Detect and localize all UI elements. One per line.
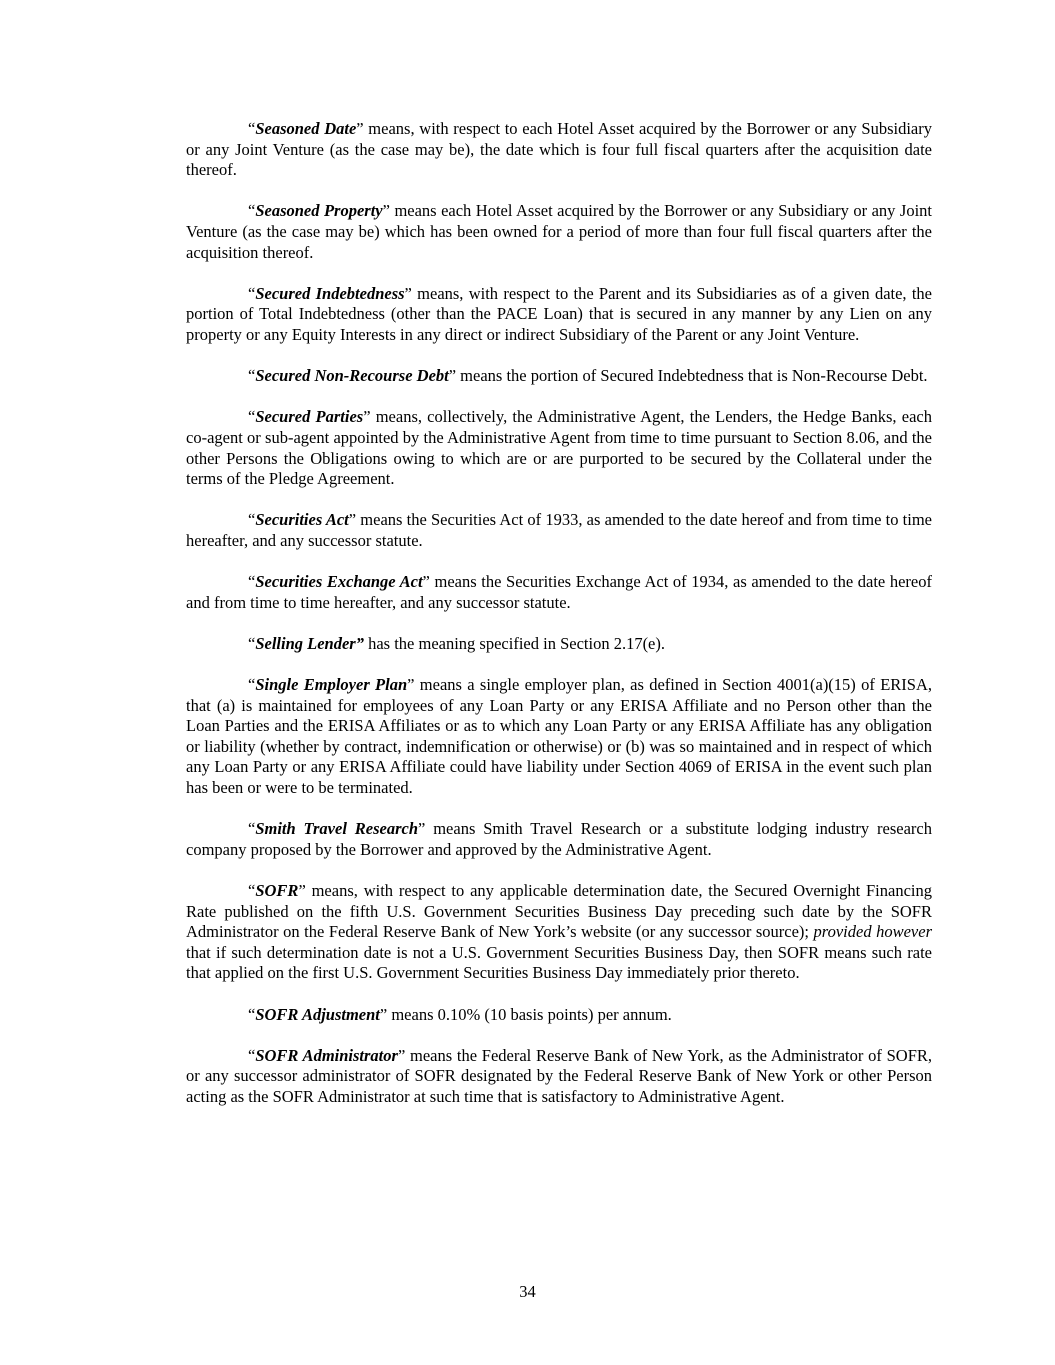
- paragraph-text: “: [248, 819, 256, 839]
- definition-paragraph: [186, 366, 932, 387]
- definition-paragraph: [186, 201, 932, 263]
- defined-term: Seasoned Property: [255, 201, 383, 221]
- paragraph-text: ” means the Securities Act of 1933, as amended to the date hereof and from time to time hereafter, and any successor statute.: [186, 510, 932, 550]
- paragraph-text: “: [248, 572, 256, 592]
- defined-term: Securities Act: [255, 510, 349, 530]
- definition-paragraph: [186, 1046, 932, 1108]
- paragraph-text: ” means, with respect to each Hotel Asset acquired by the Borrower or any Subsidiary or any Joint Venture (as the case may be), the date which is four full fiscal quarters after the acquisition date thereof.: [186, 119, 932, 180]
- paragraph-text: “: [248, 675, 256, 695]
- definition-paragraph: [186, 119, 932, 181]
- definition-paragraph: [186, 284, 932, 346]
- paragraph-text: “: [248, 510, 256, 530]
- paragraph-text: ” means 0.10% (10 basis points) per annum.: [379, 1004, 672, 1024]
- paragraph-text: “: [248, 880, 256, 900]
- defined-term: Selling Lender”: [255, 633, 364, 653]
- definition-paragraph: [186, 572, 932, 613]
- paragraph-text: ” means the Federal Reserve Bank of New York, as the Administrator of SOFR, or any successor administrator of SOFR designated by the Federal Reserve Bank of New York or other Person acting as the SOFR Administrator at such time that is satisfactory to Administrative Agent.: [186, 1045, 932, 1106]
- paragraph-text: “: [248, 366, 256, 386]
- defined-term: Securities Exchange Act: [255, 572, 423, 592]
- paragraph-text: “: [248, 407, 256, 427]
- paragraph-text: ” means, with respect to the Parent and its Subsidiaries as of a given date, the portion of Total Indebtedness (other than the PACE Loan) that is secured in any manner by any Lien on any property or any Equity Interests in any direct or indirect Subsidiary of the Parent or any Joint Venture.: [186, 283, 932, 344]
- definition-paragraph: [186, 881, 932, 984]
- definition-paragraph: [186, 634, 932, 655]
- paragraph-text: provided however: [813, 922, 933, 942]
- defined-term: Secured Parties: [255, 407, 364, 427]
- paragraph-text: “: [248, 633, 256, 653]
- paragraph-text: ” means Smith Travel Research or a substitute lodging industry research company proposed by the Borrower and approved by the Administrative Agent.: [186, 819, 932, 859]
- paragraph-text: “: [248, 119, 256, 138]
- definition-paragraph: [186, 675, 932, 799]
- defined-term: SOFR: [255, 880, 299, 900]
- defined-term: SOFR Administrator: [255, 1045, 398, 1065]
- definition-paragraph: [186, 407, 932, 489]
- page-number: 34: [519, 1282, 536, 1301]
- paragraph-text: ” means a single employer plan, as defined in Section 4001(a)(15) of ERISA, that (a) is maintained for employees of any Loan Party or any ERISA Affiliate and no Person other than the Loan Parties and the ERISA Affiliates or as to which any Loan Party or any ERISA Affiliate has any obligation or liability (whether by contract, indemnification or otherwise) or (b) was so maintained and in respect of which any Loan Party or any ERISA Affiliate could have liability under Section 4069 of ERISA in the event such plan has been or were to be terminated.: [186, 675, 932, 797]
- paragraph-text: “: [248, 201, 256, 221]
- definitions-list: [186, 119, 932, 1128]
- paragraph-text: ” means, with respect to any applicable determination date, the Secured Overnight Financing Rate published on the fifth U.S. Government Securities Business Day preceding such date by the SOFR Administrator on the Federal Reserve Bank of New York’s website (or any successor source);: [186, 880, 932, 942]
- paragraph-text: ” means the portion of Secured Indebtedness that is Non-Recourse Debt.: [448, 366, 928, 386]
- paragraph-text: “: [248, 283, 256, 303]
- defined-term: Single Employer Plan: [255, 675, 408, 695]
- defined-term: Secured Indebtedness: [255, 283, 405, 303]
- definition-paragraph: [186, 510, 932, 551]
- defined-term: Smith Travel Research: [255, 819, 419, 839]
- definition-paragraph: [186, 819, 932, 860]
- paragraph-text: ” means each Hotel Asset acquired by the Borrower or any Subsidiary or any Joint Venture (as the case may be) which has been owned for a period of more than four full fiscal quarters after the acquisition thereof.: [186, 201, 932, 262]
- paragraph-text: has the meaning specified in Section 2.17(e).: [363, 633, 666, 653]
- paragraph-text: “: [248, 1004, 256, 1024]
- paragraph-text: ” means, collectively, the Administrative Agent, the Lenders, the Hedge Banks, each co-agent or sub-agent appointed by the Administrative Agent from time to time pursuant to Section 8.06, and the other Persons the Obligations owing to which are or are purported to be secured by the Collateral under the terms of the Pledge Agreement.: [186, 407, 932, 489]
- paragraph-text: “: [248, 1045, 256, 1065]
- paragraph-text: ” means the Securities Exchange Act of 1934, as amended to the date hereof and from time to time hereafter, and any successor statute.: [186, 572, 932, 612]
- defined-term: SOFR Adjustment: [255, 1004, 380, 1024]
- defined-term: Seasoned Date: [255, 119, 357, 138]
- paragraph-text: that if such determination date is not a U.S. Government Securities Business Day, then SOFR means such rate that applied on the first U.S. Government Securities Business Day immediately prior thereto.: [186, 942, 932, 983]
- defined-term: Secured Non-Recourse Debt: [255, 366, 449, 386]
- definition-paragraph: [186, 1005, 932, 1026]
